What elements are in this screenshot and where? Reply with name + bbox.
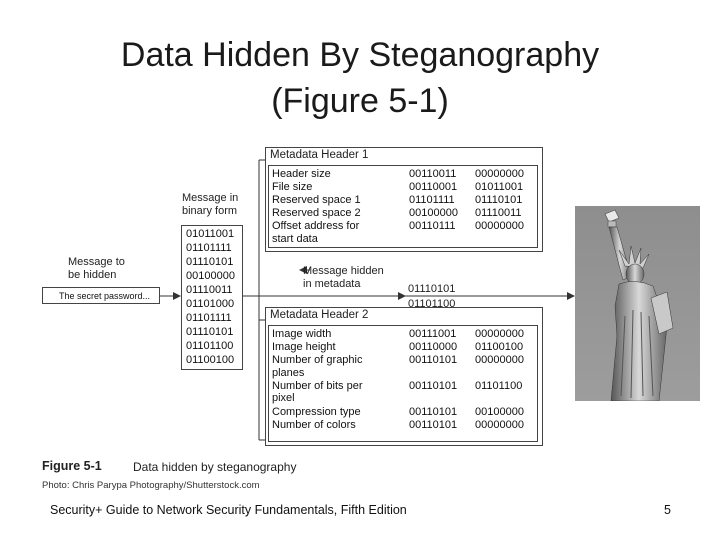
metadata-row-label-line: Number of graphic — [272, 354, 363, 367]
hidden-value-2: 01101100 — [408, 298, 456, 310]
binary-byte: 01110011 — [186, 284, 233, 296]
metadata-value-2: 01100100 — [475, 341, 524, 354]
metadata-row-label-line: Image width — [272, 328, 332, 340]
slide-title-line-1: Data Hidden By Steganography — [120, 36, 600, 74]
metadata-row-label-line: File size — [272, 181, 313, 194]
metadata-value-1: 00100000 — [409, 207, 458, 220]
metadata-value-1: 01101111 — [409, 194, 455, 207]
binary-message-list — [186, 227, 235, 367]
metadata-row-label — [272, 181, 312, 194]
metadata-value-1: 00111001 — [409, 328, 457, 340]
metadata-row-label — [272, 380, 362, 405]
metadata-value-2: 00000000 — [475, 418, 524, 431]
metadata-row-label-line: Image height — [272, 341, 336, 354]
metadata-header-2 — [265, 307, 543, 446]
metadata-row-label — [272, 168, 331, 181]
metadata-value-1: 00110101 — [409, 418, 458, 431]
binary-byte: 01110101 — [186, 326, 234, 338]
slide-title-line-2: (Figure 5-1) — [271, 82, 449, 120]
metadata-row-label-line: start data — [272, 232, 318, 245]
metadata-header-1-table — [268, 165, 538, 248]
metadata-row-label-line: planes — [272, 366, 305, 379]
binary-byte: 01101000 — [186, 298, 235, 310]
metadata-value-2: 01011001 — [475, 181, 524, 194]
metadata-value-2: 01110011 — [475, 207, 522, 220]
metadata-value-1: 00110111 — [409, 220, 456, 233]
secret-text-box: The secret password... — [42, 287, 160, 304]
hidden-value-1: 01110101 — [408, 283, 456, 295]
metadata-row-label — [272, 406, 361, 419]
metadata-value-2: 01101100 — [475, 379, 523, 392]
slide-footer: Security+ Guide to Network Security Fundamentals, Fifth Edition — [50, 503, 407, 517]
slide-title — [0, 32, 720, 124]
statue-of-liberty-photo — [575, 206, 700, 401]
message-binary-label: Message in binary form — [182, 192, 239, 217]
metadata-value-2: 00100000 — [475, 405, 524, 418]
metadata-header-2-table — [268, 325, 538, 442]
metadata-header-1 — [265, 147, 543, 252]
metadata-row-label-line: Reserved space 1 — [272, 194, 361, 207]
binary-message-box — [181, 225, 243, 370]
binary-byte: 00100000 — [186, 270, 235, 282]
figure-caption: Data hidden by steganography — [133, 460, 297, 474]
metadata-row-label-line: Number of colors — [272, 418, 356, 431]
metadata-row-label — [272, 207, 361, 220]
binary-byte: 01011001 — [186, 228, 235, 240]
binary-byte: 01110101 — [186, 256, 234, 268]
page-number: 5 — [664, 503, 671, 517]
metadata-header-1-title: Metadata Header 1 — [270, 149, 369, 161]
message-hidden-label: Message hidden in metadata — [303, 265, 384, 290]
metadata-row-label — [272, 194, 361, 207]
metadata-row-label — [272, 354, 363, 379]
metadata-row-label-line: Number of bits per — [272, 379, 363, 392]
metadata-value-1: 00110001 — [409, 181, 458, 194]
binary-byte: 01101111 — [186, 312, 232, 324]
metadata-value-2: 00000000 — [475, 168, 524, 180]
metadata-value-1: 00110011 — [409, 168, 457, 180]
metadata-header-2-title: Metadata Header 2 — [270, 309, 369, 321]
metadata-row-label — [272, 220, 359, 245]
metadata-value-1: 00110101 — [409, 354, 458, 367]
binary-byte: 01100100 — [186, 354, 235, 366]
metadata-row-label — [272, 341, 336, 354]
metadata-row-label-line: Compression type — [272, 405, 361, 418]
message-to-hide-label: Message to be hidden — [68, 256, 125, 281]
metadata-row-label-line: Reserved space 2 — [272, 207, 361, 220]
metadata-row-label-line: pixel — [272, 392, 295, 405]
metadata-row-label — [272, 419, 356, 432]
metadata-row-label — [272, 328, 331, 341]
metadata-value-1: 00110000 — [409, 341, 458, 354]
binary-byte: 01101100 — [186, 340, 234, 352]
metadata-value-2: 00000000 — [475, 354, 524, 367]
metadata-value-2: 01110101 — [475, 194, 523, 207]
metadata-value-1: 00110101 — [409, 379, 458, 392]
photo-credit: Photo: Chris Parypa Photography/Shutterstock.com — [42, 480, 260, 491]
metadata-row-label-line: Header size — [272, 168, 331, 180]
figure-label: Figure 5-1 — [42, 459, 102, 473]
metadata-value-2: 00000000 — [475, 220, 524, 233]
binary-byte: 01101111 — [186, 242, 232, 254]
metadata-value-1: 00110101 — [409, 405, 458, 418]
statue-of-liberty-image — [575, 206, 700, 401]
metadata-row-label-line: Offset address for — [272, 220, 360, 233]
metadata-value-2: 00000000 — [475, 328, 524, 340]
